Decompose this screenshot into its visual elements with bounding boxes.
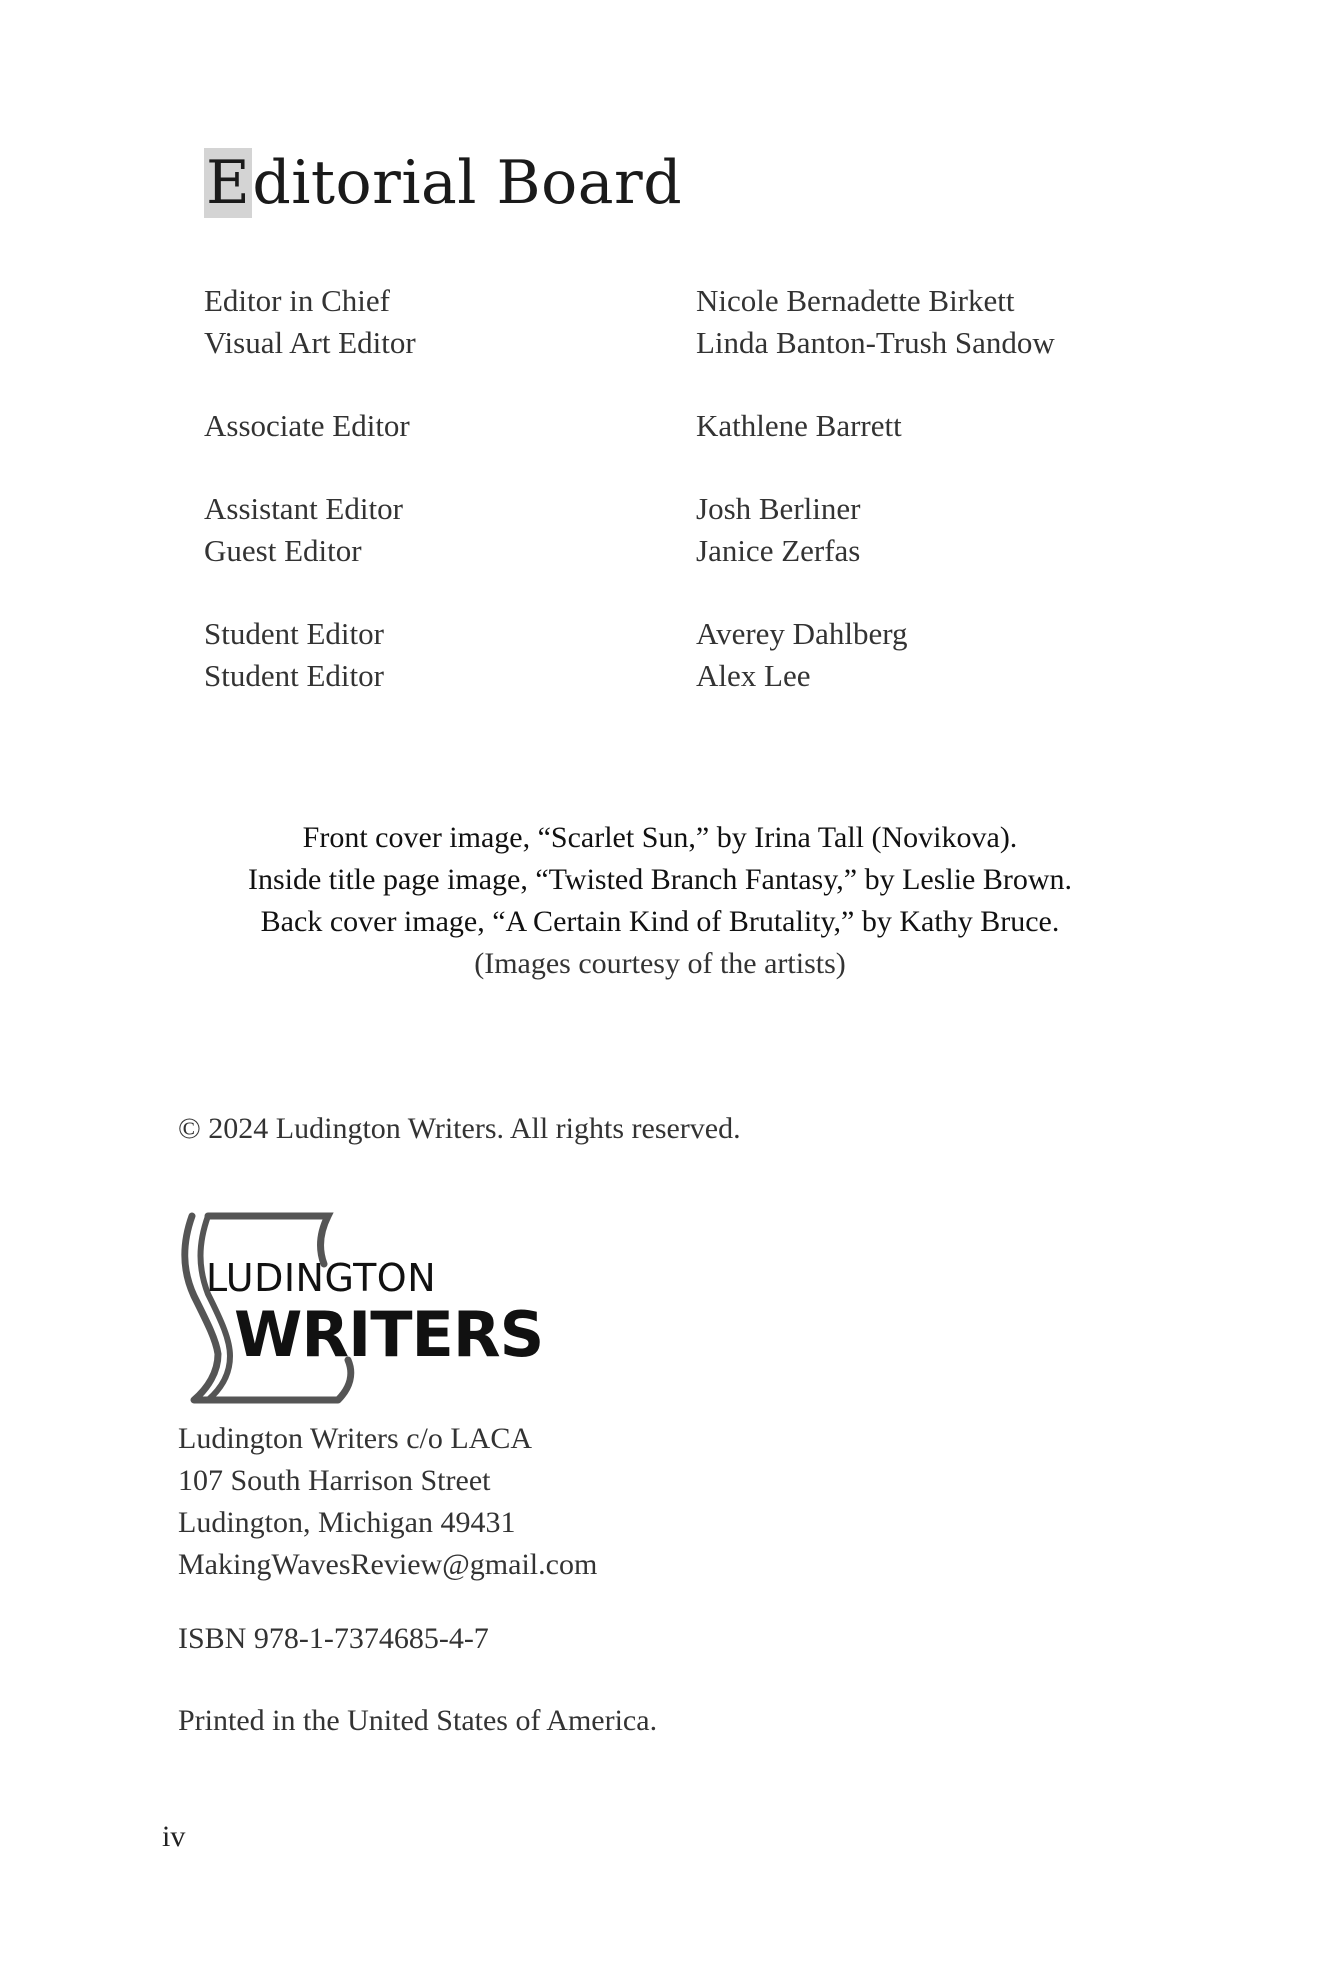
printed-notice: Printed in the United States of America. xyxy=(178,1704,658,1737)
board-row xyxy=(204,530,1104,572)
ludington-writers-logo xyxy=(178,1204,544,1404)
member-name: Janice Zerfas xyxy=(696,533,861,568)
drop-cap: E xyxy=(206,148,251,218)
email-address: MakingWavesReview@gmail.com xyxy=(178,1548,598,1581)
role-label: Editor in Chief xyxy=(204,283,390,318)
member-name: Linda Banton-Trush Sandow xyxy=(696,325,1055,360)
mailing-address xyxy=(178,1418,597,1586)
credit-note: (Images courtesy of the artists) xyxy=(474,947,846,980)
title-rest: ditorial Board xyxy=(252,148,683,218)
board-row xyxy=(204,488,1104,530)
credit-back-cover: Back cover image, “A Certain Kind of Brutality,” by Kathy Bruce. xyxy=(260,905,1060,938)
editorial-board-list xyxy=(204,280,1104,738)
image-credits xyxy=(0,817,1320,985)
board-row xyxy=(204,655,1104,697)
member-name: Josh Berliner xyxy=(696,491,861,526)
board-row xyxy=(204,613,1104,655)
board-row xyxy=(204,322,1104,364)
address-line-2: 107 South Harrison Street xyxy=(178,1464,491,1497)
page-title xyxy=(204,148,682,218)
logo-line-2: WRITERS xyxy=(234,1298,544,1371)
board-group xyxy=(204,488,1104,572)
isbn: ISBN 978-1-7374685-4-7 xyxy=(178,1622,489,1655)
member-name: Nicole Bernadette Birkett xyxy=(696,283,1015,318)
role-label: Student Editor xyxy=(204,616,384,651)
board-group xyxy=(204,405,1104,447)
copyright-notice: © 2024 Ludington Writers. All rights reserved. xyxy=(178,1112,741,1145)
role-label: Student Editor xyxy=(204,658,384,693)
board-row xyxy=(204,280,1104,322)
role-label: Visual Art Editor xyxy=(204,325,416,360)
credit-title-page: Inside title page image, “Twisted Branch Fantasy,” by Leslie Brown. xyxy=(247,863,1073,896)
board-group xyxy=(204,280,1104,364)
board-group xyxy=(204,613,1104,697)
page-number: iv xyxy=(162,1820,186,1853)
credit-front-cover: Front cover image, “Scarlet Sun,” by Irina Tall (Novikova). xyxy=(302,821,1018,854)
role-label: Associate Editor xyxy=(204,408,410,443)
member-name: Kathlene Barrett xyxy=(696,408,902,443)
role-label: Assistant Editor xyxy=(204,491,403,526)
role-label: Guest Editor xyxy=(204,533,362,568)
member-name: Averey Dahlberg xyxy=(696,616,908,651)
address-line-3: Ludington, Michigan 49431 xyxy=(178,1506,516,1539)
board-row xyxy=(204,405,1104,447)
logo-line-1: LUDINGTON xyxy=(206,1256,437,1300)
member-name: Alex Lee xyxy=(696,658,811,693)
address-line-1: Ludington Writers c/o LACA xyxy=(178,1422,533,1455)
